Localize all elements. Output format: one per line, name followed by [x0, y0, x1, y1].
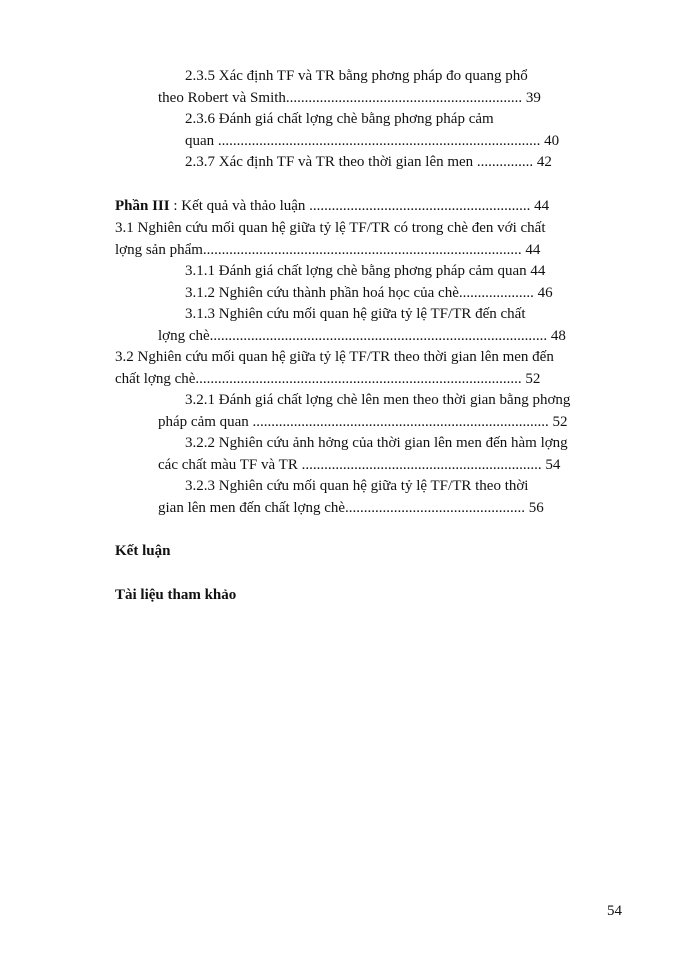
toc-line: 3.2.2 Nghiên cứu ảnh hởng của thời gian lên men đến hàm lợng	[185, 435, 568, 451]
part-title: : Kết quả và thảo luận ........................................................... 44	[169, 198, 550, 214]
toc-line-part3	[115, 196, 549, 216]
toc-line: chất lợng chè....................................................................................... 52	[115, 371, 541, 387]
toc-line: lợng chè.......................................................................................... 48	[158, 328, 566, 344]
toc-line: 3.2.1 Đánh giá chất lợng chè lên men theo thời gian bằng phơng	[185, 392, 571, 408]
conclusion-heading: Kết luận	[115, 543, 171, 559]
toc-line: 3.1 Nghiên cứu mối quan hệ giữa tỷ lệ TF/TR có trong chè đen với chất	[115, 220, 546, 236]
toc-line: 2.3.7 Xác định TF và TR theo thời gian lên men ............... 42	[185, 154, 552, 170]
toc-line: gian lên men đến chất lợng chè................................................ 56	[158, 500, 544, 516]
toc-line: 3.2 Nghiên cứu mối quan hệ giữa tỷ lệ TF/TR theo thời gian lên men đến	[115, 349, 554, 365]
references-heading: Tài liệu tham khảo	[115, 587, 237, 603]
toc-line: 2.3.5 Xác định TF và TR bằng phơng pháp đo quang phổ	[185, 68, 528, 84]
toc-line: lợng sản phẩm..................................................................................... 44	[115, 242, 541, 258]
toc-line: 3.1.2 Nghiên cứu thành phần hoá học của chè.................... 46	[185, 285, 553, 301]
part-heading: Phần III	[115, 198, 170, 214]
page-number: 54	[607, 903, 622, 919]
toc-line: quan ...................................................................................... 40	[185, 133, 560, 149]
toc-line: 3.1.3 Nghiên cứu mối quan hệ giữa tỷ lệ TF/TR đến chất	[185, 306, 526, 322]
toc-line: 3.2.3 Nghiên cứu mối quan hệ giữa tỷ lệ TF/TR theo thời	[185, 478, 529, 494]
toc-line: pháp cảm quan ............................................................................... 52	[158, 414, 568, 430]
toc-line: các chất màu TF và TR ................................................................ 54	[158, 457, 561, 473]
toc-line: 2.3.6 Đánh giá chất lợng chè bằng phơng pháp cảm	[185, 111, 494, 127]
toc-line: 3.1.1 Đánh giá chất lợng chè bằng phơng pháp cảm quan 44	[185, 263, 546, 279]
toc-line: theo Robert và Smith............................................................... 39	[158, 90, 541, 106]
